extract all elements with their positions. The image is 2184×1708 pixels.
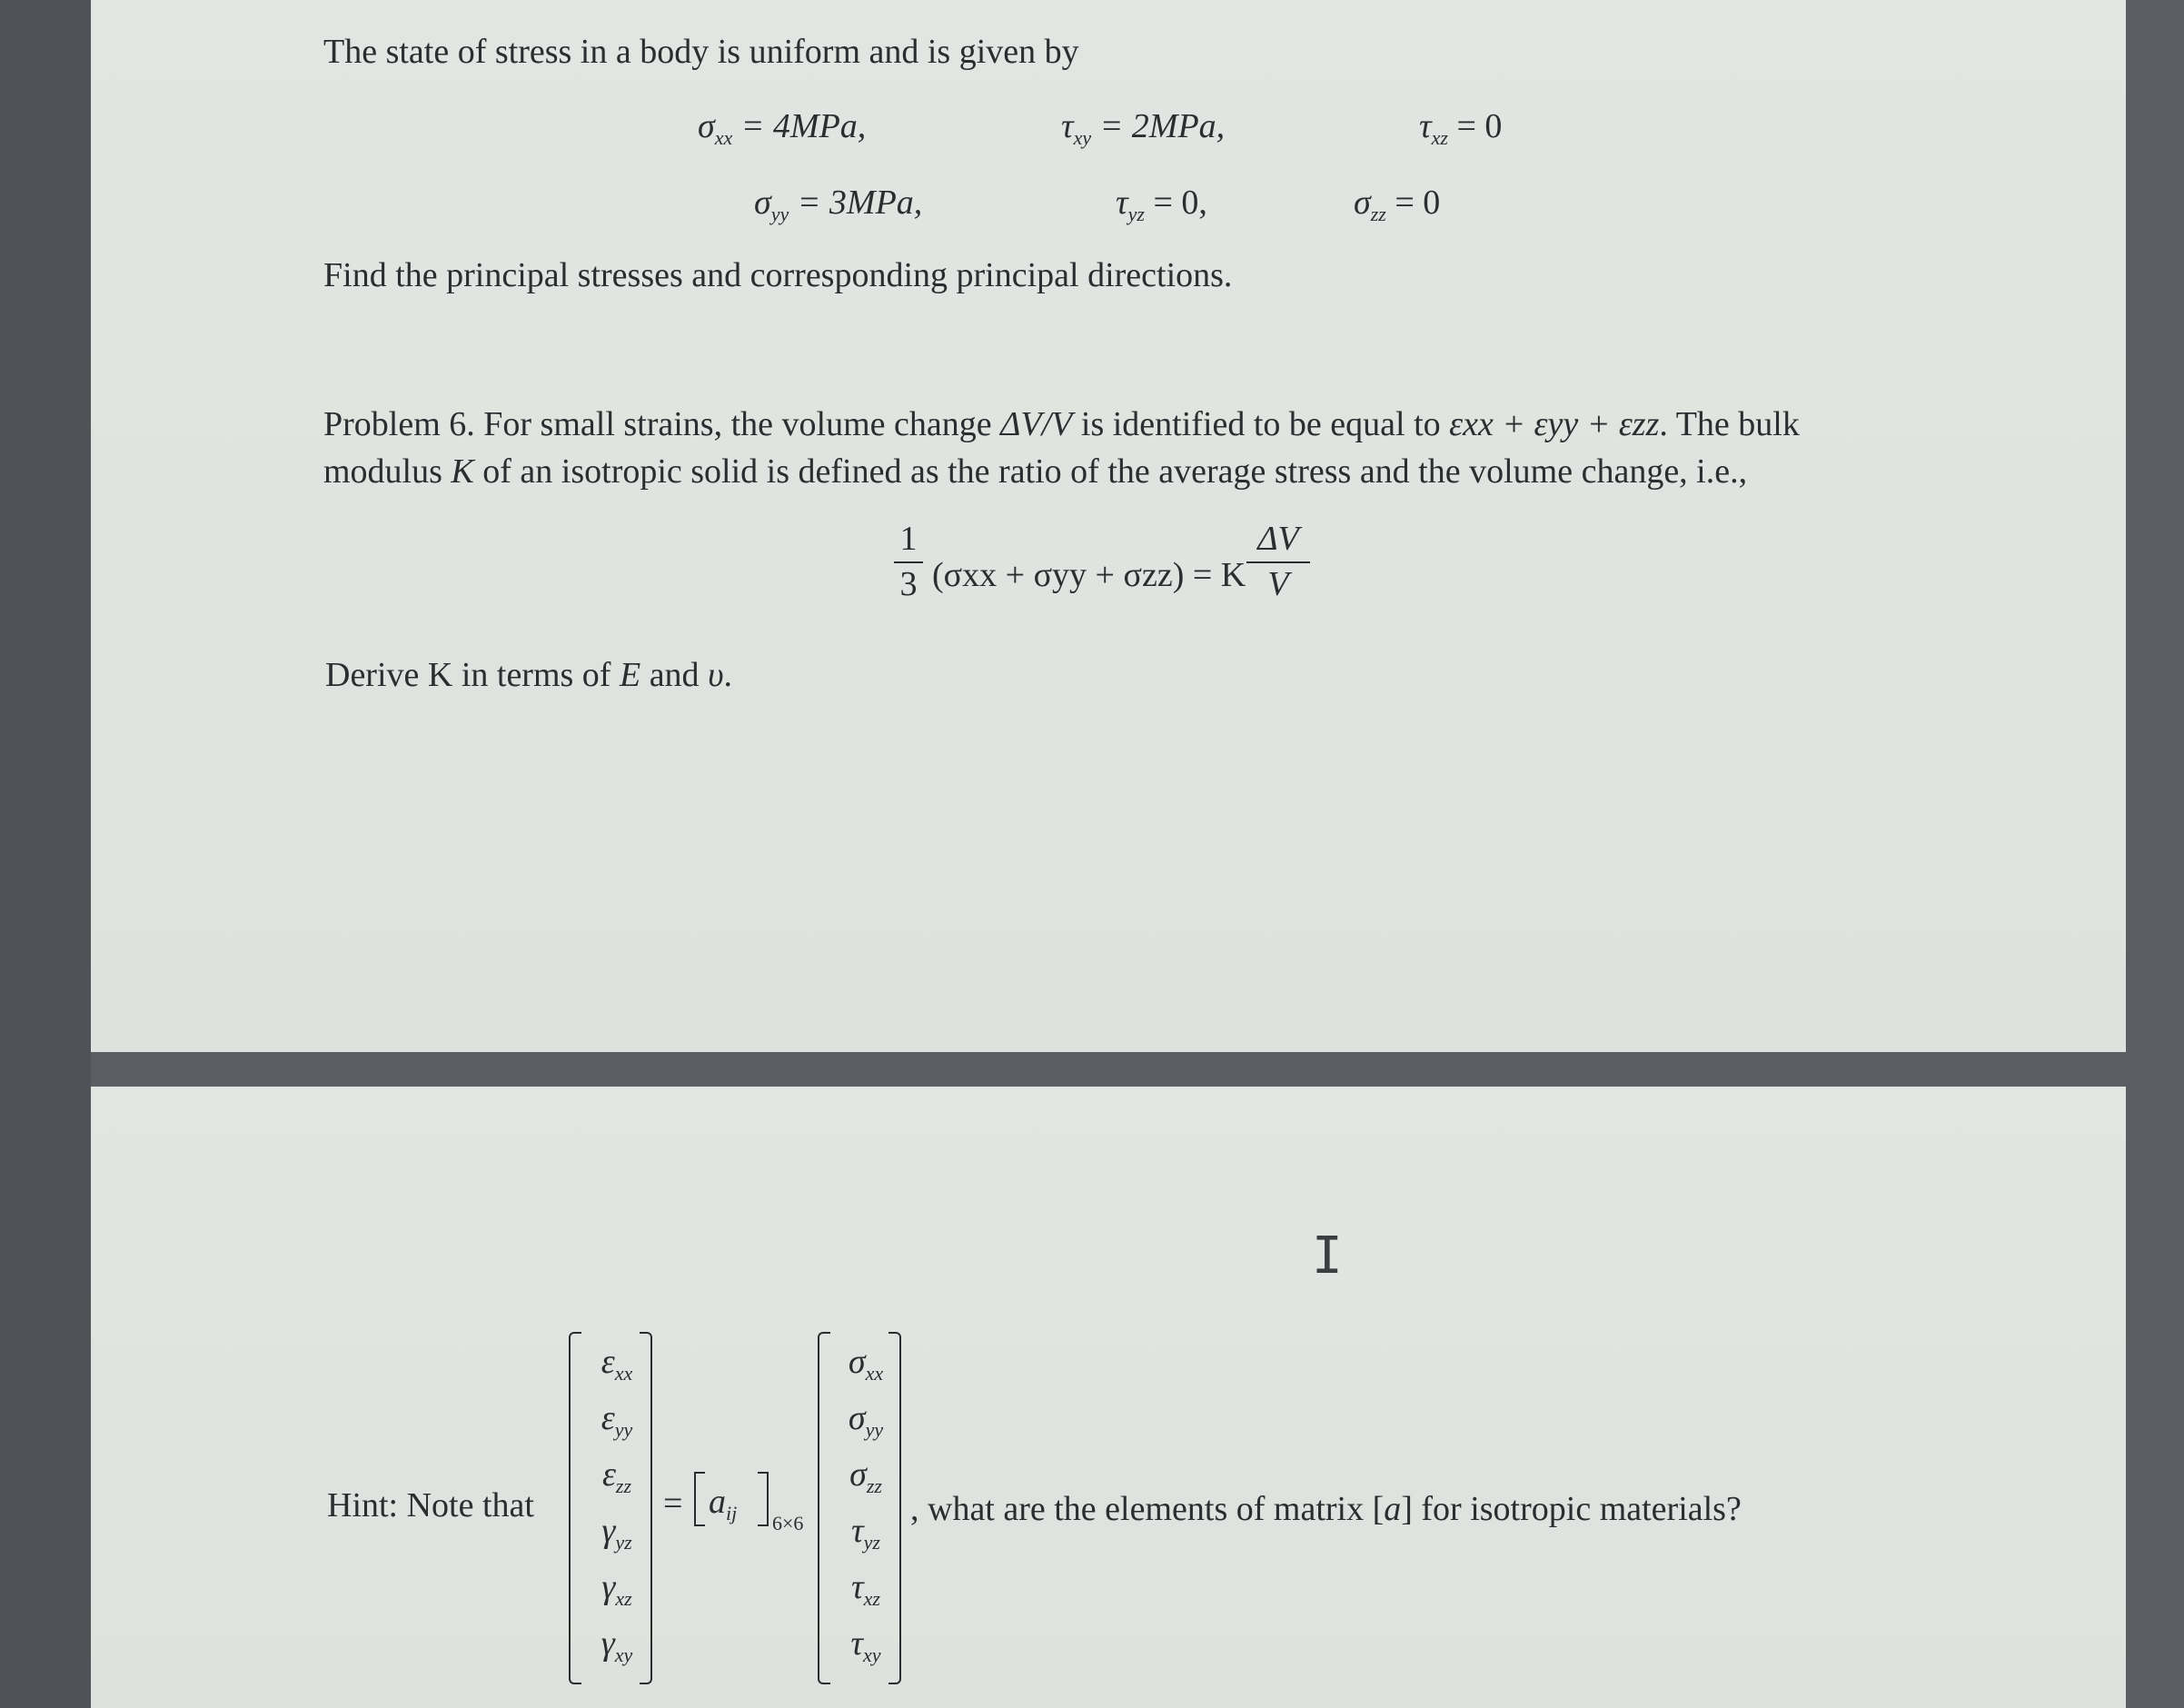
sigma-xx-eq: $\sigma_{xx} = 4MPa$, [698, 107, 867, 149]
problem6-line2: modulus K of an isotropic solid is defined as the ratio of the average stress and the volume change, i.e., [323, 452, 1748, 491]
stress-cell-3: $\tau_{yz}$ [851, 1512, 880, 1554]
intro-text: The state of stress in a body is uniform and is given by [323, 33, 1079, 71]
formula-middle: (σxx + σyy + σzz) = K [932, 556, 1246, 594]
document-page-2 [91, 1087, 2126, 1708]
find-text: Find the principal stresses and corresponding principal directions. [323, 256, 1233, 294]
strain-cell-1: $\varepsilon_{yy}$ [601, 1399, 633, 1441]
fraction-dv-v: ΔV V [1245, 521, 1312, 601]
monitor-bezel-left [0, 0, 91, 1708]
matrix-right-bracket [758, 1472, 769, 1526]
sigma-yy-eq: $\sigma_{yy} = 3MPa$, [754, 184, 923, 225]
text-cursor-icon: I [1312, 1226, 1343, 1286]
strain-cell-2: $\varepsilon_{zz}$ [601, 1455, 632, 1497]
stress-cell-4: $\tau_{xz}$ [851, 1568, 880, 1610]
page-separator [91, 1052, 2126, 1087]
strain-cell-3: $\gamma_{yz}$ [601, 1512, 632, 1554]
stress-cell-2: $\sigma_{zz}$ [849, 1455, 882, 1497]
monitor-bezel-right [2126, 0, 2184, 1708]
stress-cell-0: $\sigma_{xx}$ [848, 1343, 884, 1385]
problem6-line1: Problem 6. For small strains, the volume change ΔV/V is identified to be equal to εxx + εyy + εzz. The bulk [323, 405, 1800, 443]
tau-xy-eq: $\tau_{xy} = 2MPa$, [1061, 107, 1226, 149]
matrix-a-symbol: $a_{ij}$ [709, 1483, 738, 1524]
matrix-size: 6×6 [772, 1512, 804, 1534]
stress-cell-1: $\sigma_{yy}$ [848, 1399, 884, 1441]
stress-cell-5: $\tau_{xy}$ [850, 1624, 881, 1666]
stress-vector-right-bracket [888, 1332, 901, 1684]
tau-xz-eq: $\tau_{xz} = 0$ [1419, 107, 1503, 149]
tau-yz-eq: $\tau_{yz} = 0$, [1116, 184, 1207, 225]
document-page-1 [91, 0, 2126, 1052]
hint-question: , what are the elements of matrix [a] for isotropic materials? [910, 1490, 1742, 1528]
strain-cell-0: $\varepsilon_{xx}$ [601, 1343, 633, 1385]
stress-vector-left-bracket [818, 1332, 830, 1684]
equals-sign: = [663, 1485, 683, 1523]
fraction-one-third: 1 3 [890, 521, 927, 601]
strain-cell-5: $\gamma_{xy}$ [601, 1624, 633, 1666]
strain-vector-right-bracket [640, 1332, 652, 1684]
strain-vector-left-bracket [569, 1332, 581, 1684]
strain-cell-4: $\gamma_{xz}$ [601, 1568, 632, 1610]
hint-label: Hint: Note that [327, 1486, 534, 1524]
derive-text: Derive K in terms of E and υ. [325, 656, 733, 694]
matrix-left-bracket [694, 1472, 705, 1526]
sigma-zz-eq: $\sigma_{zz} = 0$ [1354, 184, 1441, 225]
